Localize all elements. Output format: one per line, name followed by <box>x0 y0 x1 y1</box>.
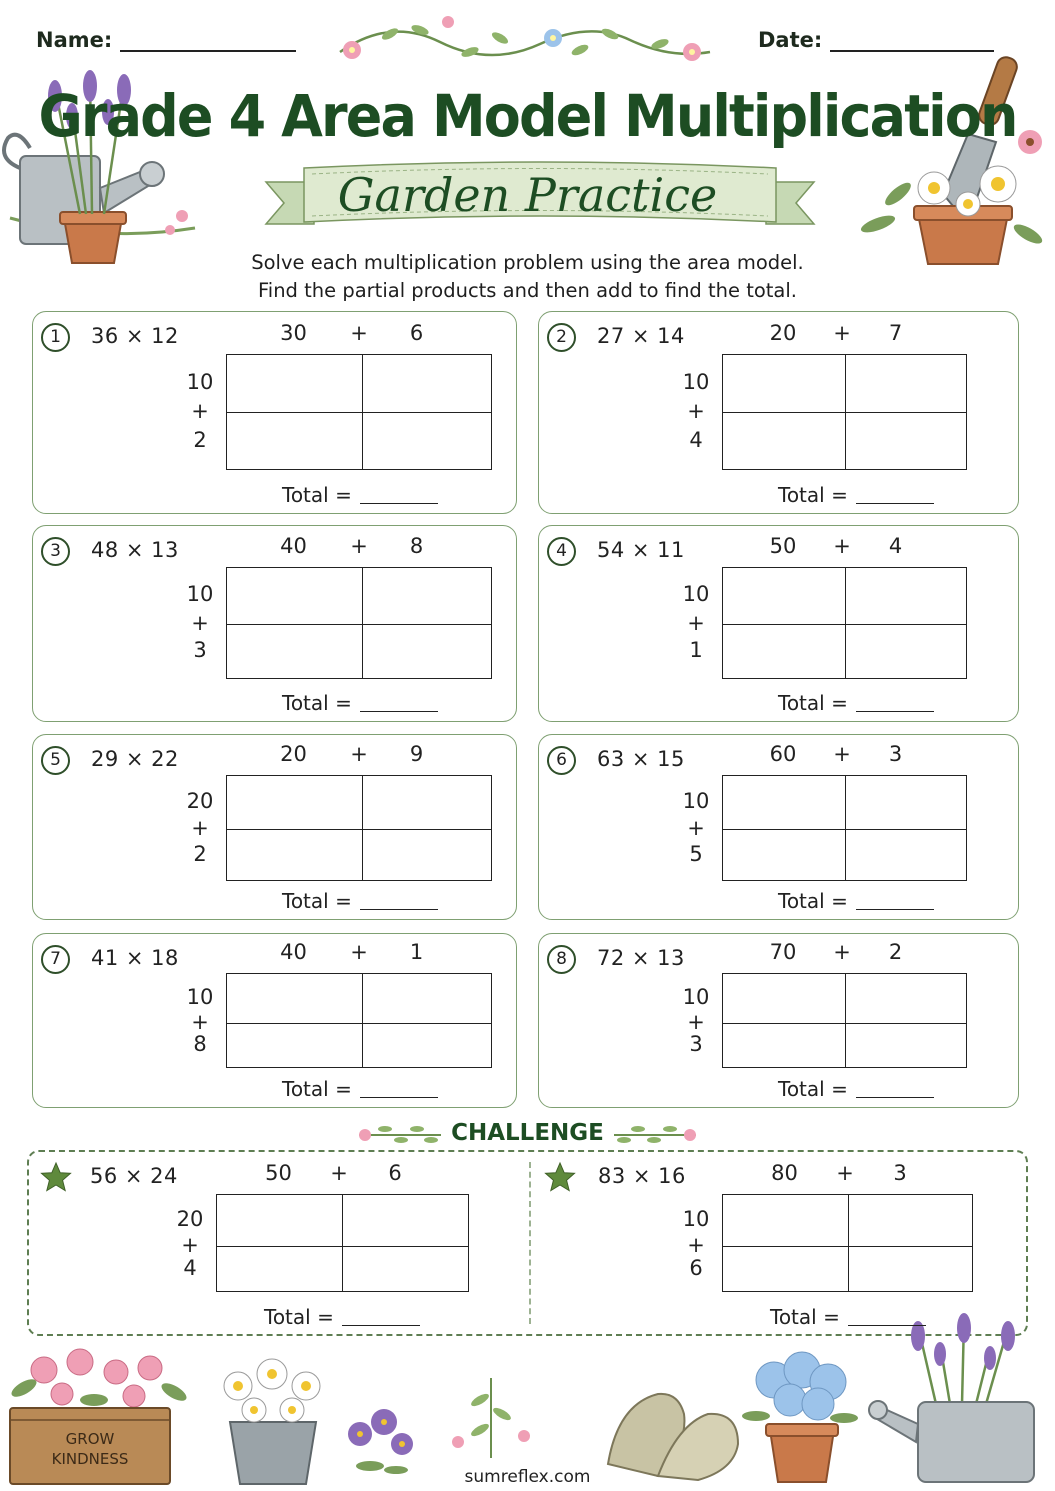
area-model-grid[interactable] <box>226 775 492 881</box>
total-line[interactable] <box>778 1077 934 1101</box>
date-label: Date: <box>758 28 823 52</box>
column-ones-label: 3 <box>893 1161 907 1185</box>
column-tens-label: 20 <box>769 321 797 345</box>
row-plus-sign: + <box>191 816 209 840</box>
total-answer-blank[interactable] <box>360 892 438 910</box>
page-title: Grade 4 Area Model Multiplication <box>38 82 1017 150</box>
total-label: Total = <box>282 1077 352 1101</box>
column-plus-sign: + <box>350 321 368 345</box>
grid-vertical-divider <box>342 1195 343 1291</box>
grid-vertical-divider <box>362 776 363 880</box>
total-line[interactable] <box>282 889 438 913</box>
challenge-expression: 83 × 16 <box>598 1164 686 1188</box>
column-ones-label: 8 <box>409 534 424 558</box>
row-plus-sign: + <box>687 1233 705 1257</box>
total-answer-blank[interactable] <box>856 892 934 910</box>
grid-horizontal-divider <box>723 1023 966 1024</box>
instruction-line: Find the partial products and then add to find the total. <box>257 279 797 302</box>
total-line[interactable] <box>778 483 934 507</box>
challenge-expression: 56 × 24 <box>90 1164 178 1188</box>
date-blank[interactable] <box>830 26 994 52</box>
total-answer-blank[interactable] <box>360 1080 438 1098</box>
grid-vertical-divider <box>362 568 363 678</box>
challenge-divider <box>529 1162 531 1324</box>
row-ones-label: 8 <box>193 1032 207 1056</box>
sprig-right-icon <box>612 1124 700 1146</box>
footer-credit: sumreflex.com <box>464 1467 591 1487</box>
problem-expression: 27 × 14 <box>597 324 685 348</box>
name-blank[interactable] <box>120 26 296 52</box>
problem-number: 7 <box>41 945 70 974</box>
problem-number: 5 <box>41 746 70 775</box>
problem-expression: 54 × 11 <box>597 538 685 562</box>
problem-number: 6 <box>547 746 576 775</box>
grid-horizontal-divider <box>723 624 966 625</box>
total-line[interactable] <box>264 1305 420 1329</box>
row-ones-label: 4 <box>689 427 703 452</box>
row-plus-sign: + <box>687 816 705 840</box>
total-answer-blank[interactable] <box>856 486 934 504</box>
area-model-grid[interactable] <box>722 1194 973 1292</box>
total-label: Total = <box>282 889 352 913</box>
column-ones-label: 6 <box>409 321 424 345</box>
column-tens-label: 50 <box>769 534 797 558</box>
name-label: Name: <box>36 28 113 52</box>
total-line[interactable] <box>770 1305 926 1329</box>
area-model-grid[interactable] <box>226 567 492 679</box>
grid-horizontal-divider <box>723 1246 972 1247</box>
row-plus-sign: + <box>191 1010 209 1034</box>
crate-text-line: KINDNESS <box>51 1450 129 1468</box>
area-model-grid[interactable] <box>226 354 492 470</box>
total-label: Total = <box>282 691 352 715</box>
problem-expression: 41 × 18 <box>91 946 179 970</box>
column-tens-label: 60 <box>769 742 797 766</box>
row-tens-label: 10 <box>682 1206 710 1231</box>
row-ones-label: 3 <box>193 638 207 662</box>
total-line[interactable] <box>778 889 934 913</box>
area-model-grid[interactable] <box>722 354 967 470</box>
area-model-grid[interactable] <box>722 973 967 1068</box>
total-label: Total = <box>778 889 848 913</box>
row-ones-label: 2 <box>193 841 207 866</box>
total-answer-blank[interactable] <box>360 486 438 504</box>
total-line[interactable] <box>778 691 934 715</box>
grid-horizontal-divider <box>723 412 966 413</box>
total-answer-blank[interactable] <box>342 1308 420 1326</box>
column-plus-sign: + <box>836 1161 854 1185</box>
page-subtitle: Garden Practice <box>337 168 718 222</box>
total-line[interactable] <box>282 1077 438 1101</box>
problem-expression: 72 × 13 <box>597 946 685 970</box>
problem-expression: 36 × 12 <box>91 324 179 348</box>
problem-number: 3 <box>41 537 70 566</box>
grid-horizontal-divider <box>227 829 491 830</box>
column-ones-label: 1 <box>409 940 424 964</box>
row-plus-sign: + <box>687 611 705 635</box>
challenge-title: CHALLENGE <box>451 1120 604 1146</box>
star-icon <box>544 1161 576 1193</box>
column-ones-label: 6 <box>388 1161 402 1185</box>
total-label: Total = <box>282 483 352 507</box>
grid-horizontal-divider <box>217 1246 468 1247</box>
column-tens-label: 30 <box>280 321 307 345</box>
row-tens-label: 10 <box>186 582 214 606</box>
grid-horizontal-divider <box>723 829 966 830</box>
date-field[interactable] <box>758 26 994 52</box>
grid-horizontal-divider <box>227 1023 491 1024</box>
name-field[interactable] <box>36 26 296 52</box>
column-tens-label: 70 <box>769 940 797 964</box>
area-model-grid[interactable] <box>226 973 492 1068</box>
problem-number: 2 <box>547 323 576 352</box>
grid-vertical-divider <box>845 568 846 678</box>
row-plus-sign: + <box>191 611 209 635</box>
problem-number: 1 <box>41 323 70 352</box>
problem-number: 8 <box>547 945 576 974</box>
total-label: Total = <box>778 483 848 507</box>
area-model-grid[interactable] <box>722 567 967 679</box>
problem-number: 4 <box>547 537 576 566</box>
vine-garland-icon <box>330 12 720 74</box>
row-tens-label: 10 <box>186 369 214 394</box>
row-tens-label: 20 <box>186 788 214 813</box>
row-tens-label: 10 <box>186 984 214 1009</box>
column-ones-label: 4 <box>888 534 903 558</box>
column-ones-label: 3 <box>888 742 903 766</box>
area-model-grid[interactable] <box>216 1194 469 1292</box>
sprout-icon <box>446 1370 536 1460</box>
instructions <box>0 249 1055 305</box>
row-plus-sign: + <box>191 399 209 423</box>
total-label: Total = <box>770 1305 840 1329</box>
lavender-watering-can-icon <box>866 1314 1052 1488</box>
column-plus-sign: + <box>833 940 851 964</box>
column-ones-label: 7 <box>888 321 903 345</box>
column-tens-label: 40 <box>280 940 307 964</box>
column-plus-sign: + <box>350 742 368 766</box>
row-ones-label: 6 <box>689 1255 703 1280</box>
column-tens-label: 40 <box>280 534 307 558</box>
total-label: Total = <box>264 1305 334 1329</box>
total-line[interactable] <box>282 483 438 507</box>
problem-expression: 29 × 22 <box>91 747 179 771</box>
crate-text-line: GROW <box>65 1430 115 1448</box>
row-ones-label: 3 <box>689 1032 703 1056</box>
row-ones-label: 1 <box>689 638 703 662</box>
total-label: Total = <box>778 691 848 715</box>
column-tens-label: 20 <box>280 742 307 766</box>
total-answer-blank[interactable] <box>856 1080 934 1098</box>
grid-vertical-divider <box>845 776 846 880</box>
column-tens-label: 50 <box>265 1161 292 1185</box>
star-icon <box>40 1161 72 1193</box>
grid-horizontal-divider <box>227 624 491 625</box>
column-plus-sign: + <box>833 534 851 558</box>
column-plus-sign: + <box>350 940 368 964</box>
total-answer-blank[interactable] <box>360 694 438 712</box>
row-ones-label: 5 <box>689 841 703 866</box>
row-ones-label: 4 <box>183 1255 197 1280</box>
row-plus-sign: + <box>687 399 705 423</box>
total-answer-blank[interactable] <box>848 1308 926 1326</box>
row-ones-label: 2 <box>193 427 207 452</box>
total-line[interactable] <box>282 691 438 715</box>
grid-vertical-divider <box>845 974 846 1067</box>
row-plus-sign: + <box>181 1233 199 1257</box>
total-answer-blank[interactable] <box>856 694 934 712</box>
row-tens-label: 10 <box>682 788 710 813</box>
row-plus-sign: + <box>687 1010 705 1034</box>
total-label: Total = <box>778 1077 848 1101</box>
problem-expression: 63 × 15 <box>597 747 685 771</box>
instruction-line: Solve each multiplication problem using the area model. <box>251 251 804 274</box>
column-tens-label: 80 <box>771 1161 798 1185</box>
row-tens-label: 10 <box>682 984 710 1009</box>
problem-expression: 48 × 13 <box>91 538 179 562</box>
grid-vertical-divider <box>362 974 363 1067</box>
hydrangea-pot-icon <box>740 1350 860 1486</box>
column-plus-sign: + <box>350 534 368 558</box>
column-ones-label: 9 <box>409 742 424 766</box>
grid-vertical-divider <box>848 1195 849 1291</box>
column-plus-sign: + <box>833 742 851 766</box>
column-ones-label: 2 <box>888 940 903 964</box>
row-tens-label: 20 <box>176 1206 204 1231</box>
grid-horizontal-divider <box>227 412 491 413</box>
row-tens-label: 10 <box>682 582 710 606</box>
column-plus-sign: + <box>330 1161 348 1185</box>
row-tens-label: 10 <box>682 369 710 394</box>
column-plus-sign: + <box>833 321 851 345</box>
area-model-grid[interactable] <box>722 775 967 881</box>
